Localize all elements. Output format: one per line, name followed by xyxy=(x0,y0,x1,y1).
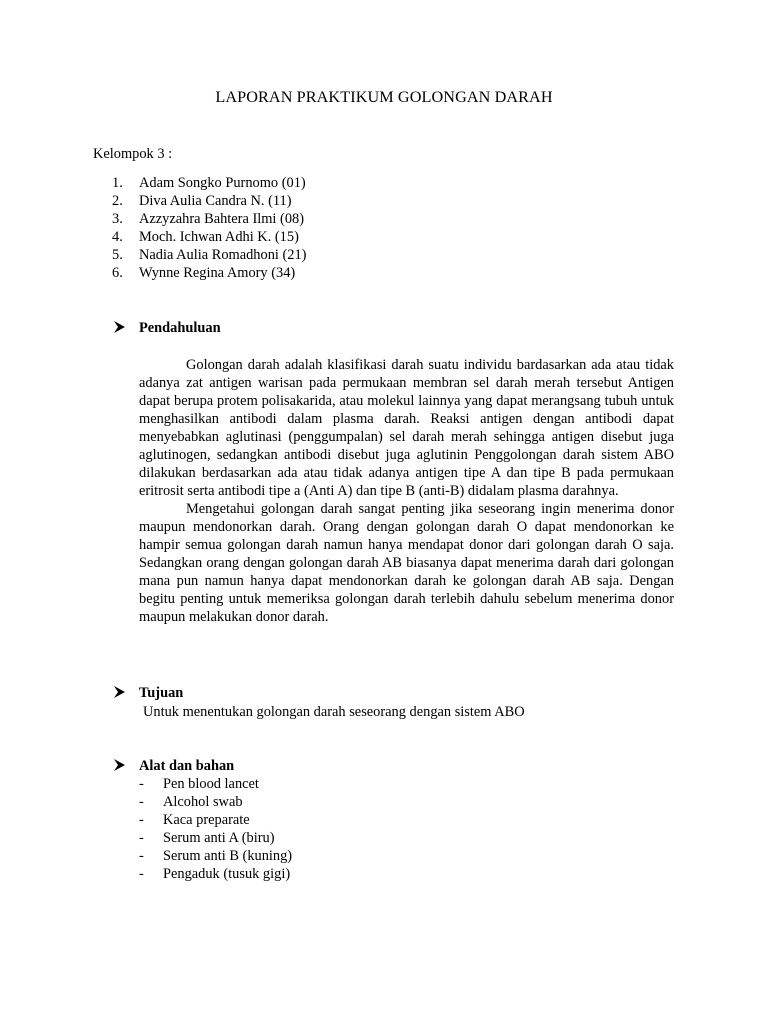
section-pendahuluan-heading xyxy=(112,319,221,337)
dash-bullet: - xyxy=(139,776,144,792)
material-name: Kaca preparate xyxy=(163,812,250,828)
material-item xyxy=(139,865,292,883)
material-item xyxy=(139,829,292,847)
materials-list xyxy=(139,775,292,883)
member-item xyxy=(112,192,306,210)
section-heading-alat-bahan: Alat dan bahan xyxy=(139,758,235,774)
dash-bullet: - xyxy=(139,794,144,810)
dash-bullet: - xyxy=(139,866,144,882)
member-item xyxy=(112,174,306,192)
dash-bullet: - xyxy=(139,812,144,828)
member-number: 4. xyxy=(112,229,123,245)
material-item xyxy=(139,847,292,865)
material-item xyxy=(139,775,292,793)
material-item xyxy=(139,811,292,829)
member-name: Wynne Regina Amory (34) xyxy=(139,265,296,281)
member-name: Nadia Aulia Romadhoni (21) xyxy=(139,247,307,263)
member-name: Adam Songko Purnomo (01) xyxy=(139,175,306,191)
material-item xyxy=(139,793,292,811)
member-number: 2. xyxy=(112,193,123,209)
member-number: 3. xyxy=(112,211,123,227)
member-item xyxy=(112,264,306,282)
pendahuluan-body xyxy=(139,356,674,626)
member-number: 1. xyxy=(112,175,123,191)
section-tujuan-heading xyxy=(112,684,183,702)
material-name: Alcohol swab xyxy=(163,794,243,810)
arrow-bullet-icon xyxy=(112,757,139,775)
member-name: Moch. Ichwan Adhi K. (15) xyxy=(139,229,299,245)
dash-bullet: - xyxy=(139,830,144,846)
member-name: Diva Aulia Candra N. (11) xyxy=(139,193,292,209)
pendahuluan-paragraph-1: Golongan darah adalah klasifikasi darah suatu individu bardasarkan ada atau tidak adanya zat antigen warisan pada permukaan membran sel darah merah tersebut Antigen dapat berupa protem polisakarida, atau molekul lainnya yang dapat merangsang tubuh untuk menghasilkan antibodi dalam plasma darah. Reaksi antigen dengan antibodi dapat menyebabkan aglutinasi (penggumpalan) sel darah merah sehingga antigen disebut juga aglutinogen, sedangkan antibodi disebut juga aglutinin Penggolongan darah sistem ABO dilakukan berdasarkan ada atau tidak adanya antigen tipe A dan tipe B pada permukaan eritrosit serta antibodi tipe a (Anti A) dan tipe B (anti-B) didalam plasma darahnya. xyxy=(139,357,674,499)
member-number: 6. xyxy=(112,265,123,281)
group-label: Kelompok 3 : xyxy=(93,146,173,162)
arrow-bullet-icon xyxy=(112,319,139,337)
member-number: 5. xyxy=(112,247,123,263)
material-name: Pen blood lancet xyxy=(163,776,259,792)
document-title: LAPORAN PRAKTIKUM GOLONGAN DARAH xyxy=(215,88,553,106)
material-name: Pengaduk (tusuk gigi) xyxy=(163,866,291,882)
member-name: Azzyzahra Bahtera Ilmi (08) xyxy=(139,211,305,227)
tujuan-text: Untuk menentukan golongan darah seseorang dengan sistem ABO xyxy=(143,704,525,720)
material-name: Serum anti A (biru) xyxy=(163,830,275,846)
section-alat-bahan-heading xyxy=(112,757,234,775)
section-heading-pendahuluan: Pendahuluan xyxy=(139,320,221,336)
dash-bullet: - xyxy=(139,848,144,864)
pendahuluan-paragraph-2: Mengetahui golongan darah sangat penting jika seseorang ingin menerima donor maupun mendonorkan darah. Orang dengan golongan darah O dapat mendonorkan ke hampir semua golongan darah namun hanya mendapat donor dari golongan darah O saja. Sedangkan orang dengan golongan darah AB biasanya dapat menerima darah dari golongan mana pun namun hanya dapat mendonorkan darah ke golongan darah AB saja. Dengan begitu penting untuk memeriksa golongan darah terlebih dahulu sebelum menerima donor maupun melakukan donor darah. xyxy=(139,501,674,625)
arrow-bullet-icon xyxy=(112,684,139,702)
member-item xyxy=(112,228,306,246)
material-name: Serum anti B (kuning) xyxy=(163,848,293,864)
section-heading-tujuan: Tujuan xyxy=(139,685,184,701)
member-list xyxy=(112,174,306,282)
member-item xyxy=(112,246,306,264)
member-item xyxy=(112,210,306,228)
